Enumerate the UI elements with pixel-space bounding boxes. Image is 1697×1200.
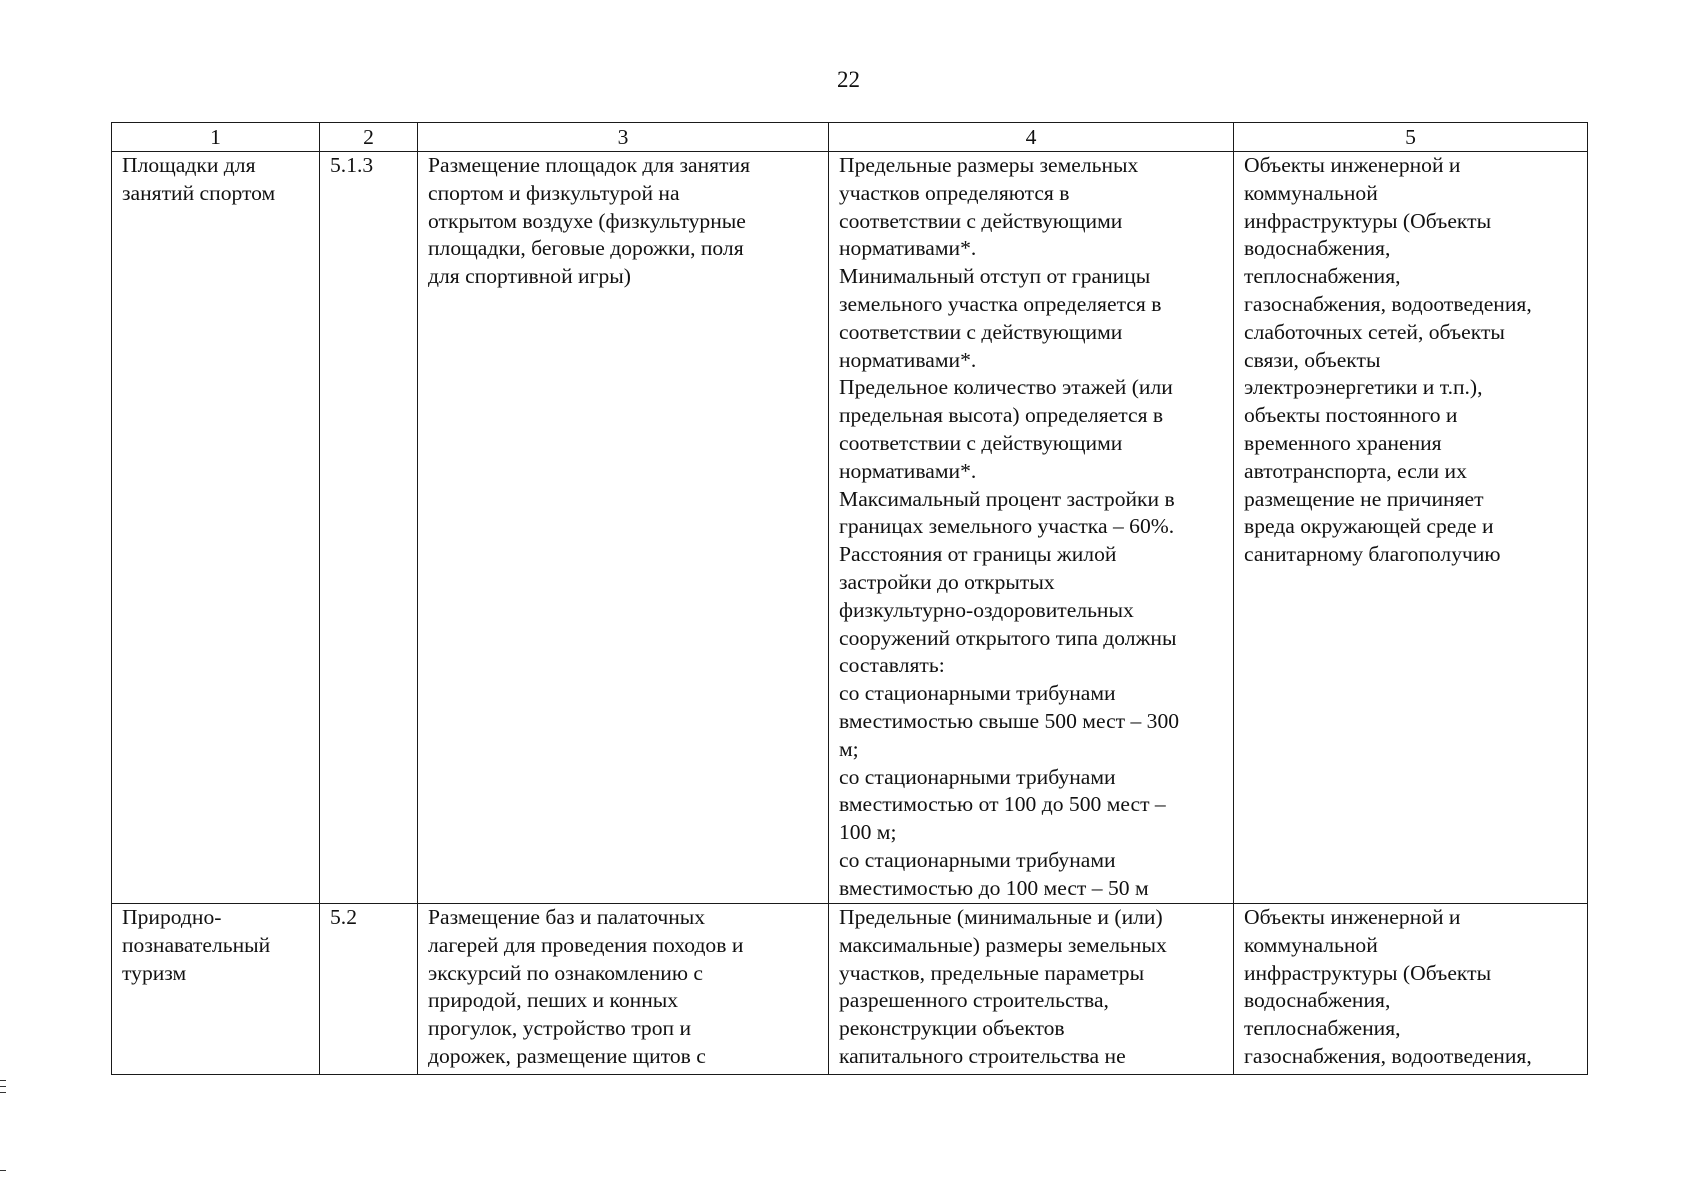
use-code-cell xyxy=(320,904,418,1075)
auxiliary-uses: Объекты инженерной и коммунальной инфраструктуры (Объекты водоснабжения, теплоснабжения, газоснабжения, водоотведения, слаботочных сетей, объекты связи, объекты электроэнергетики и т.п.), объекты постоянного и временного хранения автотранспорта, если их размещение не причиняет вреда окружающей среде и санитарному благополучию xyxy=(1244,153,1532,567)
column-header-1: 1 xyxy=(112,123,320,152)
use-description-cell xyxy=(418,152,829,904)
use-name: Природно- познавательный туризм xyxy=(122,905,271,985)
use-description: Размещение баз и палаточных лагерей для проведения походов и экскурсий по ознакомлению с природой, пеших и конных прогулок, устройство троп и дорожек, размещение щитов с xyxy=(428,905,744,1068)
use-code: 5.2 xyxy=(330,905,357,929)
table-row xyxy=(112,152,1588,904)
margin-mark xyxy=(0,1086,6,1087)
auxiliary-uses: Объекты инженерной и коммунальной инфраструктуры (Объекты водоснабжения, теплоснабжения, газоснабжения, водоотведения, xyxy=(1244,905,1532,1068)
parameters-cell xyxy=(829,152,1234,904)
margin-mark xyxy=(0,1170,6,1171)
margin-mark xyxy=(0,1080,6,1081)
table-header-row xyxy=(112,123,1588,152)
column-header-2: 2 xyxy=(320,123,418,152)
page-number: 22 xyxy=(837,67,860,92)
use-code: 5.1.3 xyxy=(330,153,374,177)
column-header-3: 3 xyxy=(418,123,829,152)
parameters-cell xyxy=(829,904,1234,1075)
column-header-4: 4 xyxy=(829,123,1234,152)
margin-mark xyxy=(0,1092,6,1093)
use-name: Площадки для занятий спортом xyxy=(122,153,276,205)
use-description: Размещение площадок для занятия спортом и физкультурой на открытом воздухе (физкультурные площадки, беговые дорожки, поля для спортивной игры) xyxy=(428,153,751,289)
use-code-cell xyxy=(320,152,418,904)
use-name-cell xyxy=(112,152,320,904)
column-header-5: 5 xyxy=(1234,123,1588,152)
auxiliary-uses-cell xyxy=(1234,152,1588,904)
zoning-table xyxy=(111,122,1588,1075)
use-description-cell xyxy=(418,904,829,1075)
use-name-cell xyxy=(112,904,320,1075)
building-parameters: Предельные (минимальные и (или) максимальные) размеры земельных участков, предельные параметры разрешенного строительства, реконструкции объектов капитального строительства не xyxy=(839,905,1167,1068)
building-parameters: Предельные размеры земельных участков определяются в соответствии с действующими нормативами*. Минимальный отступ от границы земельного участка определяется в соответствии с действующими нормативами*. Предельное количество этажей (или предельная высота) определяется в соответствии с действующими нормативами*. Максимальный процент застройки в границах земельного участка – 60%. Расстояния от границы жилой застройки до открытых физкультурно-оздоровительных сооружений открытого типа должны составлять: со стационарными трибунами вместимостью свыше 500 мест – 300 м; со стационарными трибунами вместимостью от 100 до 500 мест – 100 м; со стационарными трибунами вместимостью до 100 мест – 50 м xyxy=(839,153,1180,900)
table-row xyxy=(112,904,1588,1075)
auxiliary-uses-cell xyxy=(1234,904,1588,1075)
